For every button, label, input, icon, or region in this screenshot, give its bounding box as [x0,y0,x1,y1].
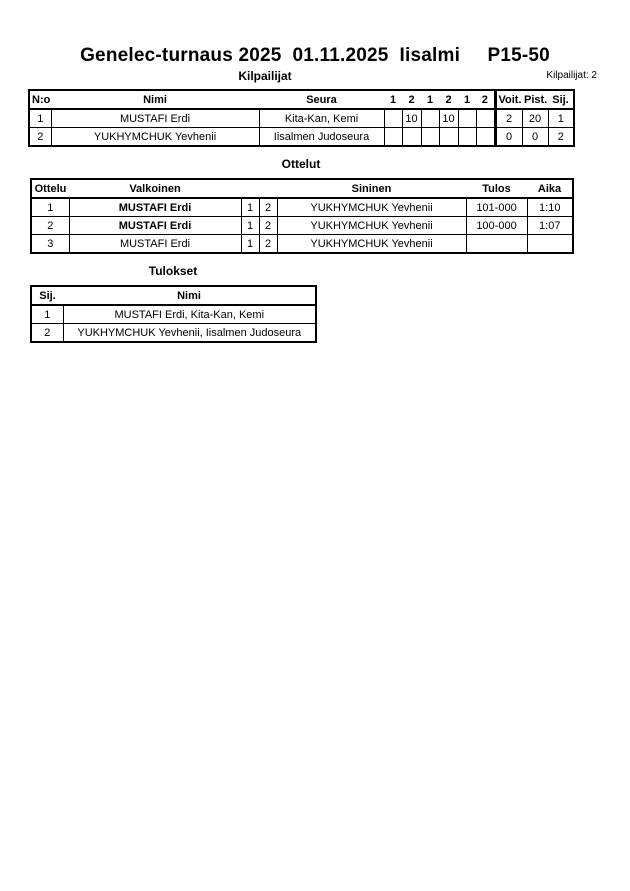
competitor-no-cell: 1 [29,109,51,128]
competitor-points-cell: 0 [522,128,548,147]
match-white-name-cell: MUSTAFI Erdi [69,235,241,254]
competitor-row [29,128,574,147]
competitor-score-cell [458,128,476,147]
competitor-score-cell [476,128,495,147]
competitor-wins-cell: 0 [495,128,522,147]
match-time-cell: 1:10 [527,198,573,217]
competitor-name-cell: YUKHYMCHUK Yevhenii [51,128,259,147]
match-no-cell: 3 [31,235,69,254]
competitor-score-cell [476,109,495,128]
competitor-no-cell: 2 [29,128,51,147]
competitor-score-cell [384,128,402,147]
match-white-name-cell: MUSTAFI Erdi [69,198,241,217]
match-blue-name-cell: YUKHYMCHUK Yevhenii [277,198,466,217]
match-white-no-cell: 1 [241,198,259,217]
result-place-cell: 2 [31,324,63,343]
matches-header-time: Aika [527,179,573,198]
results-header-name: Nimi [63,286,316,305]
competitors-header-row [29,90,574,109]
match-result-cell [466,235,527,254]
results-section-title: Tulokset [148,264,198,278]
competitors-header-place: Sij. [548,90,574,109]
result-row [31,305,316,324]
competitors-header-score-4: 2 [439,90,458,109]
match-white-name-cell: MUSTAFI Erdi [69,217,241,235]
matches-header-blue: Sininen [277,179,466,198]
page-title: Genelec-turnaus 2025 01.11.2025 Iisalmi P15-50 [80,45,550,66]
competitor-place-cell: 1 [548,109,574,128]
match-blue-no-cell: 2 [259,235,277,254]
matches-header-blue-no [259,179,277,198]
match-row [31,198,573,217]
match-blue-no-cell: 2 [259,217,277,235]
competitors-header-score-2: 2 [402,90,421,109]
competitors-header-score-6: 2 [476,90,495,109]
competitor-wins-cell: 2 [495,109,522,128]
competitors-header-score-3: 1 [421,90,439,109]
competitor-score-cell: 10 [439,109,458,128]
matches-section-title: Ottelut [281,157,321,171]
matches-header-row [31,179,573,198]
match-time-cell: 1:07 [527,217,573,235]
matches-header-white: Valkoinen [69,179,241,198]
matches-table [30,178,574,254]
match-blue-name-cell: YUKHYMCHUK Yevhenii [277,217,466,235]
competitors-header-name: Nimi [51,90,259,109]
results-header-row [31,286,316,305]
match-result-cell: 100-000 [466,217,527,235]
match-row [31,217,573,235]
competitor-score-cell [458,109,476,128]
match-no-cell: 2 [31,217,69,235]
competitors-section-title: Kilpailijat [238,69,292,83]
competitors-header-points: Pist. [522,90,548,109]
competitor-row [29,109,574,128]
result-name-cell: MUSTAFI Erdi, Kita-Kan, Kemi [63,305,316,324]
matches-header-result: Tulos [466,179,527,198]
result-row [31,324,316,343]
match-white-no-cell: 1 [241,235,259,254]
matches-header-match: Ottelu [31,179,69,198]
match-row [31,235,573,254]
match-white-no-cell: 1 [241,217,259,235]
competitor-score-cell: 10 [402,109,421,128]
match-blue-name-cell: YUKHYMCHUK Yevhenii [277,235,466,254]
competitors-header-wins: Voit. [495,90,522,109]
competitor-score-cell [384,109,402,128]
competitors-header-score-5: 1 [458,90,476,109]
competitor-place-cell: 2 [548,128,574,147]
competitor-name-cell: MUSTAFI Erdi [51,109,259,128]
competitor-score-cell [402,128,421,147]
competitors-header-club: Seura [259,90,384,109]
competitor-club-cell: Iisalmen Judoseura [259,128,384,147]
result-place-cell: 1 [31,305,63,324]
results-table [30,285,317,343]
competitor-score-cell [439,128,458,147]
result-name-cell: YUKHYMCHUK Yevhenii, Iisalmen Judoseura [63,324,316,343]
competitor-score-cell [421,128,439,147]
competitors-table [28,89,575,147]
competitor-club-cell: Kita-Kan, Kemi [259,109,384,128]
match-blue-no-cell: 2 [259,198,277,217]
match-no-cell: 1 [31,198,69,217]
competitors-header-no: N:o [29,90,51,109]
competitor-score-cell [421,109,439,128]
match-time-cell [527,235,573,254]
matches-header-white-no [241,179,259,198]
competitors-count-label: Kilpailijat: 2 [546,70,597,81]
results-header-place: Sij. [31,286,63,305]
competitor-points-cell: 20 [522,109,548,128]
competitors-header-score-1: 1 [384,90,402,109]
match-result-cell: 101-000 [466,198,527,217]
